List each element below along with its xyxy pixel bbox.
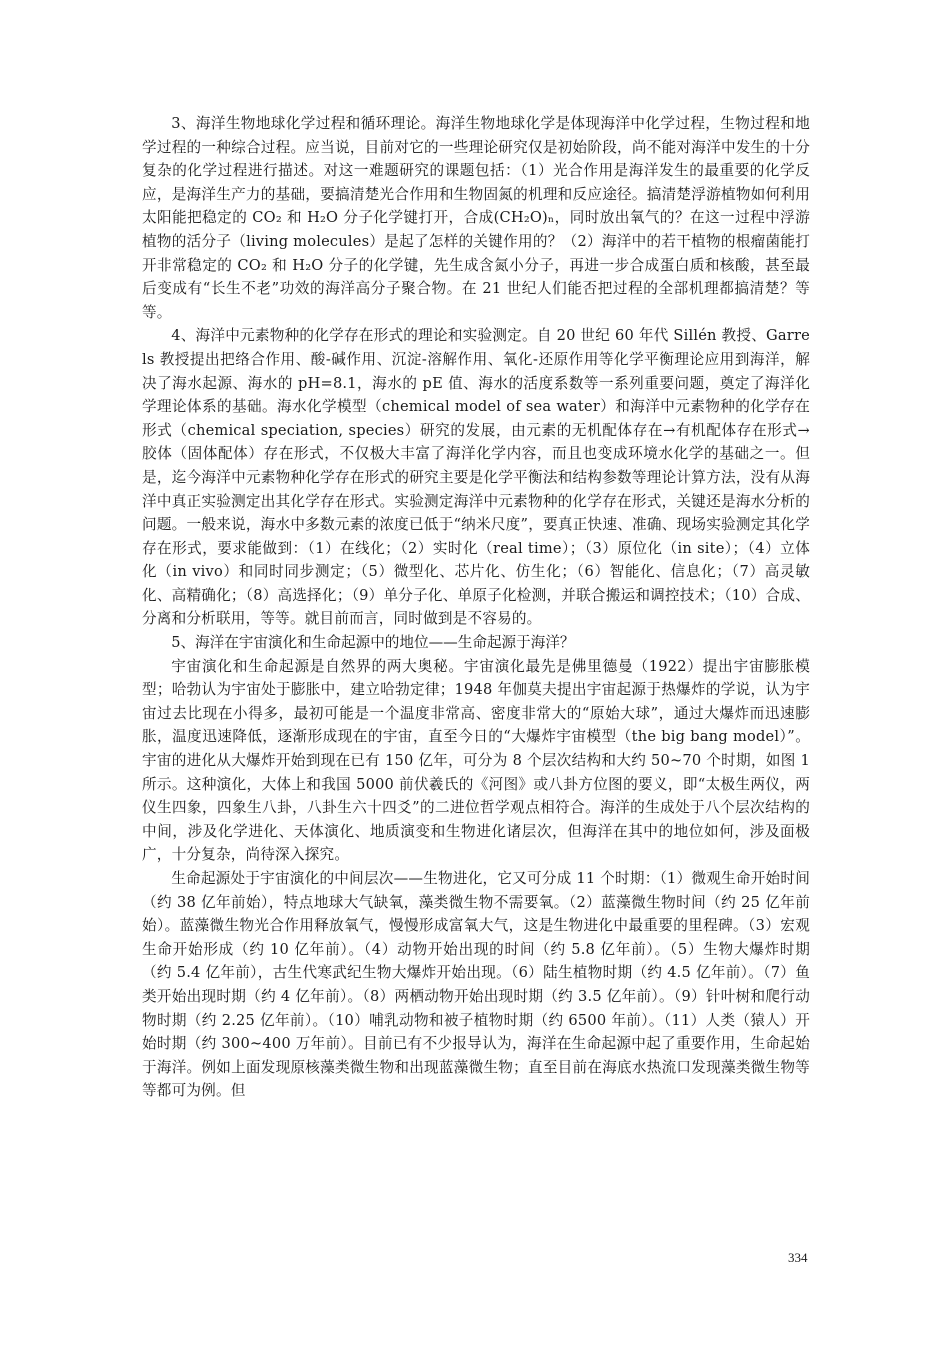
document-body — [142, 112, 810, 1103]
paragraph-cosmic-evolution: 宇宙演化和生命起源是自然界的两大奥秘。宇宙演化最先是佛里德曼（1922）提出宇宙膨胀模型；哈勃认为宇宙处于膨胀中，建立哈勃定律；1948 年伽莫夫提出宇宙起源于热爆炸的学说，认为宇宙过去比现在小得多，最初可能是一个温度非常高、密度非常大的“原始大球”，通过大爆炸而迅速膨胀，温度迅速降低，逐渐形成现在的宇宙，直至今日的“大爆炸宇宙模型（the big bang model）”。宇宙的进化从大爆炸开始到现在已有 150 亿年，可分为 8 个层次结构和大约 50~70 个时期，如图 1 所示。这种演化，大体上和我国 5000 前伏羲氏的《河图》或八卦方位图的要义，即“太极生两仪，两仪生四象，四象生八卦，八卦生六十四爻”的二进位哲学观点相符合。海洋的生成处于八个层次结构的中间，涉及化学进化、天体演化、地质演变和生物进化诸层次，但海洋在其中的地位如何，涉及面极广，十分复杂，尚待深入探究。 — [142, 657, 810, 864]
paragraph-section-4: 4、海洋中元素物种的化学存在形式的理论和实验测定。自 20 世纪 60 年代 Sillén 教授、Garrels 教授提出把络合作用、酸-碱作用、沉淀-溶解作用、氧化-还原作用等化学平衡理论应用到海洋，解决了海水起源、海水的 pH=8.1，海水的 pE 值、海水的活度系数等一系列重要问题，奠定了海洋化学理论体系的基础。海水化学模型（chemical model of sea water）和海洋中元素物种的化学存在形式（chemical speciation, species）研究的发展，由元素的无机配体存在→有机配体存在形式→胶体（固体配体）存在形式，不仅极大丰富了海洋化学内容，而且也变成环境水化学的基础之一。但是，迄今海洋中元素物种化学存在形式的研究主要是化学平衡法和结构参数等理论计算方法，没有从海洋中真正实验测定出其化学存在形式。实验测定海洋中元素物种的化学存在形式，关键还是海水分析的问题。一般来说，海水中多数元素的浓度已低于“纳米尺度”，要真正快速、准确、现场实验测定其化学存在形式，要求能做到：（1）在线化；（2）实时化（real time）；（3）原位化（in site）；（4）立体化（in vivo）和同时同步测定；（5）微型化、芯片化、仿生化；（6）智能化、信息化；（7）高灵敏化、高精确化；（8）高选择化；（9）单分子化、单原子化检测，并联合搬运和调控技术；（10）合成、分离和分析联用，等等。就目前而言，同时做到是不容易的。 — [142, 327, 810, 628]
page-number: 334 — [788, 1250, 808, 1265]
paragraph-origin-of-life: 生命起源处于宇宙演化的中间层次——生物进化，它又可分成 11 个时期：（1）微观生命开始时间（约 38 亿年前始），特点地球大气缺氧，藻类微生物不需要氧。（2）蓝藻微生物时间（约 25 亿年前始）。蓝藻微生物光合作用释放氧气，慢慢形成富氧大气，这是生物进化中最重要的里程碑。（3）宏观生命开始形成（约 10 亿年前）。（4）动物开始出现的时间（约 5.8 亿年前）。（5）生物大爆炸时期（约 5.4 亿年前），古生代寒武纪生物大爆炸开始出现。（6）陆生植物时期（约 4.5 亿年前）。（7）鱼类开始出现时期（约 4 亿年前）。（8）两栖动物开始出现时期（约 3.5 亿年前）。（9）针叶树和爬行动物时期（约 2.25 亿年前）。（10）哺乳动物和被子植物时期（约 6500 年前）。（11）人类（猿人）开始时期（约 300~400 万年前）。目前已有不少报导认为，海洋在生命起源中起了重要作用，生命起始于海洋。例如上面发现原核藻类微生物和出现蓝藻微生物；直至目前在海底水热流口发现藻类微生物等等都可为例。但 — [142, 870, 810, 1100]
section-heading-5: 5、海洋在宇宙演化和生命起源中的地位——生命起源于海洋？ — [171, 634, 575, 652]
paragraph-section-3: 3、海洋生物地球化学过程和循环理论。海洋生物地球化学是体现海洋中化学过程，生物过程和地学过程的一种综合过程。应当说，目前对它的一些理论研究仅是初始阶段，尚不能对海洋中发生的十分复杂的化学过程进行描述。对这一难题研究的课题包括：（1）光合作用是海洋发生的最重要的化学反应，是海洋生产力的基础，要搞清楚光合作用和生物固氮的机理和反应途径。搞清楚浮游植物如何利用太阳能把稳定的 CO₂ 和 H₂O 分子化学键打开，合成(CH₂O)ₙ，同时放出氧气的？在这一过程中浮游植物的活分子（living molecules）是起了怎样的关键作用的？（2）海洋中的若干植物的根瘤菌能打开非常稳定的 CO₂ 和 H₂O 分子的化学键，先生成含氮小分子，再进一步合成蛋白质和核酸，甚至最后变成有“长生不老”功效的海洋高分子聚合物。在 21 世纪人们能否把过程的全部机理都搞清楚？等等。 — [142, 115, 810, 321]
